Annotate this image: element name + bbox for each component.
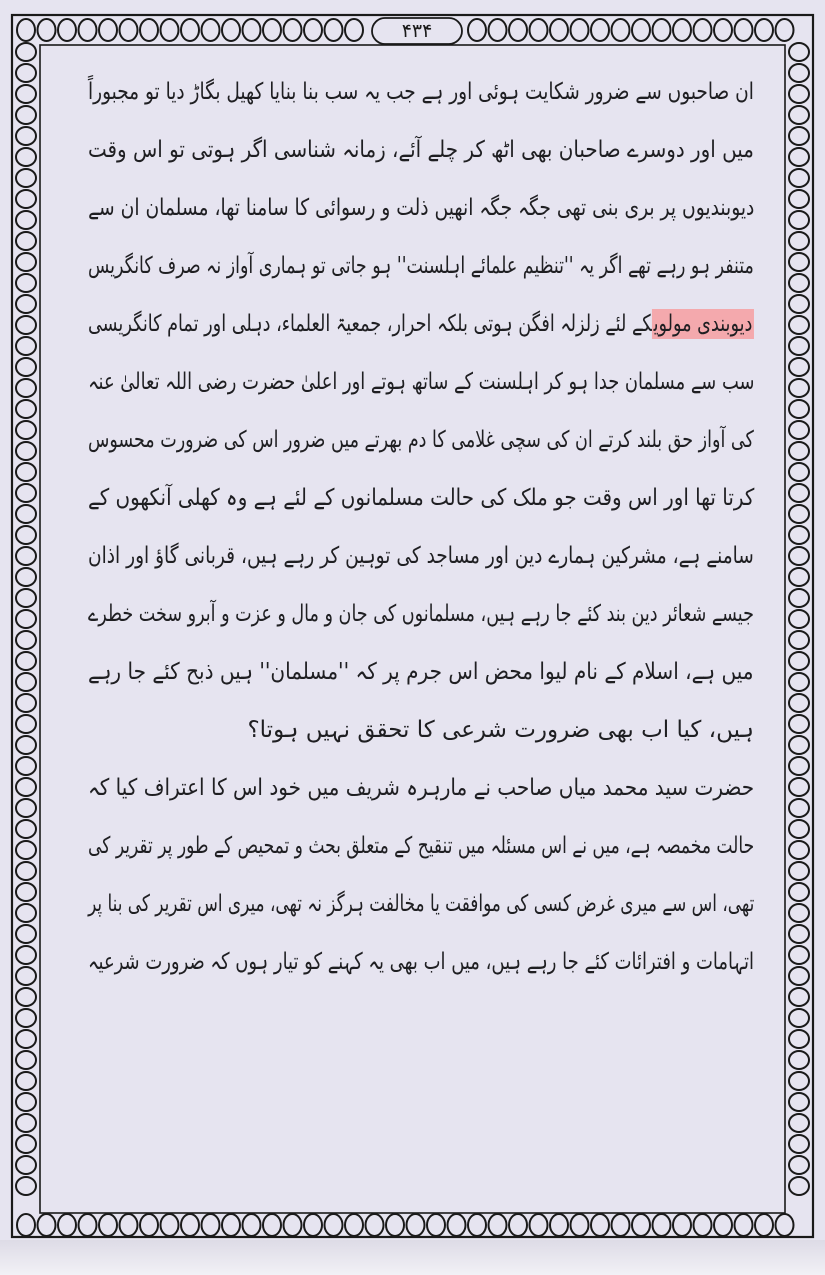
border-link bbox=[755, 19, 773, 41]
border-link bbox=[632, 19, 650, 41]
border-link bbox=[16, 799, 36, 817]
border-link bbox=[789, 715, 809, 733]
border-link bbox=[789, 547, 809, 565]
border-link bbox=[694, 19, 712, 41]
highlighted-phrase: دیوبندی مولوی bbox=[653, 311, 753, 337]
text-line: سب سے مسلمان جدا ہو کر اہلسنت کے ساتھ ہوتے اور اعلیٰ حضرت رضی اللہ تعالیٰ عنہ bbox=[87, 369, 754, 395]
border-link bbox=[789, 610, 809, 628]
border-link bbox=[16, 64, 36, 82]
text-line: حضرت سید محمد میاں صاحب نے مارہرہ شریف میں خود اس کا اعتراف کیا کہ bbox=[87, 775, 754, 801]
border-link bbox=[16, 589, 36, 607]
border-link bbox=[16, 1051, 36, 1069]
border-link bbox=[550, 19, 568, 41]
border-link bbox=[789, 64, 809, 82]
border-link bbox=[16, 85, 36, 103]
border-link bbox=[789, 694, 809, 712]
border-link bbox=[489, 19, 507, 41]
border-link bbox=[16, 568, 36, 586]
border-link bbox=[612, 19, 630, 41]
text-line bbox=[88, 302, 754, 346]
border-link bbox=[789, 253, 809, 271]
border-link bbox=[789, 295, 809, 313]
border-link bbox=[16, 232, 36, 250]
border-link bbox=[17, 19, 35, 41]
border-link bbox=[79, 19, 97, 41]
text-line: جیسے شعائر دین بند کئے جا رہے ہیں، مسلمانوں کی جان و مال و عزت و آبرو سخت خطرے bbox=[88, 601, 754, 627]
border-link bbox=[16, 1114, 36, 1132]
border-link bbox=[789, 274, 809, 292]
border-link bbox=[345, 19, 363, 41]
border-link bbox=[17, 1214, 35, 1236]
border-link bbox=[789, 1030, 809, 1048]
text-line: میں اور دوسرے صاحبان بھی اٹھ کر چلے آئے، زمانہ شناسی اگر ہوتی تو اس وقت bbox=[88, 137, 754, 163]
border-link bbox=[16, 631, 36, 649]
border-link bbox=[755, 1214, 773, 1236]
border-link bbox=[58, 19, 76, 41]
border-link bbox=[16, 526, 36, 544]
border-link bbox=[16, 862, 36, 880]
border-link bbox=[16, 1030, 36, 1048]
border-link bbox=[789, 505, 809, 523]
border-link bbox=[16, 463, 36, 481]
border-link bbox=[789, 1177, 809, 1195]
border-link bbox=[16, 316, 36, 334]
border-link bbox=[16, 715, 36, 733]
border-link bbox=[789, 631, 809, 649]
border-link bbox=[789, 652, 809, 670]
border-link bbox=[16, 1072, 36, 1090]
border-link bbox=[789, 946, 809, 964]
border-link bbox=[222, 19, 240, 41]
border-link bbox=[16, 946, 36, 964]
page-bottom-edge bbox=[0, 1240, 825, 1275]
border-link bbox=[16, 694, 36, 712]
border-link bbox=[789, 1156, 809, 1174]
border-link bbox=[16, 505, 36, 523]
border-link bbox=[16, 274, 36, 292]
border-link bbox=[789, 1009, 809, 1027]
border-link bbox=[789, 316, 809, 334]
border-link bbox=[16, 841, 36, 859]
text-line: ہیں، کیا اب بھی ضرورت شرعی کا تحقق نہیں ہوتا؟ bbox=[247, 717, 754, 743]
border-link bbox=[16, 1093, 36, 1111]
border-link bbox=[789, 190, 809, 208]
border-link bbox=[16, 736, 36, 754]
border-link bbox=[38, 1214, 56, 1236]
border-link bbox=[789, 1114, 809, 1132]
border-link bbox=[16, 358, 36, 376]
text-line: کی آواز حق بلند کرتے ان کی سچی غلامی کا دم بھرتے میں ضرور اس کی ضرورت محسوس bbox=[88, 427, 754, 453]
border-link bbox=[243, 19, 261, 41]
border-link bbox=[16, 127, 36, 145]
border-link bbox=[714, 19, 732, 41]
border-link bbox=[789, 778, 809, 796]
border-link bbox=[789, 211, 809, 229]
border-link bbox=[16, 379, 36, 397]
border-link bbox=[776, 1214, 794, 1236]
border-link bbox=[789, 1072, 809, 1090]
border-link bbox=[161, 19, 179, 41]
text-line: میں ہے، اسلام کے نام لیوا محض اس جرم پر کہ ''مسلمان'' ہیں ذبح کئے جا رہے bbox=[88, 659, 754, 685]
text-line: متنفر ہو رہے تھے اگر یہ ''تنظیم علمائے اہلسنت'' ہو جاتی تو ہماری آواز نہ صرف کانگریس bbox=[88, 253, 754, 279]
text-line: سامنے ہے، مشرکین ہمارے دین اور مساجد کی توہین کر رہے ہیں، قربانی گاؤ اور اذان bbox=[88, 543, 754, 569]
border-link bbox=[530, 19, 548, 41]
border-link bbox=[16, 1009, 36, 1027]
border-link bbox=[735, 19, 753, 41]
border-link bbox=[789, 988, 809, 1006]
border-link bbox=[789, 442, 809, 460]
border-link bbox=[789, 967, 809, 985]
border-link bbox=[789, 127, 809, 145]
text-line: ان صاحبوں سے ضرور شکایت ہوئی اور ہے جب یہ سب بنا بنایا کھیل بگاڑ دیا تو مجبوراً bbox=[88, 79, 754, 105]
border-link bbox=[16, 211, 36, 229]
text-line: اتہامات و افترائات کئے جا رہے ہیں، میں اب بھی یہ کہنے کو تیار ہوں کہ ضرورت شرعیہ bbox=[88, 949, 754, 975]
border-link bbox=[16, 421, 36, 439]
border-link bbox=[16, 904, 36, 922]
border-link bbox=[571, 19, 589, 41]
border-link bbox=[789, 568, 809, 586]
page-number: ۴۳۴ bbox=[401, 20, 433, 42]
border-link bbox=[16, 169, 36, 187]
border-link bbox=[16, 484, 36, 502]
border-link bbox=[789, 337, 809, 355]
border-link bbox=[16, 652, 36, 670]
border-link bbox=[789, 421, 809, 439]
border-link bbox=[789, 841, 809, 859]
border-link bbox=[789, 1051, 809, 1069]
border-link bbox=[140, 19, 158, 41]
border-link bbox=[325, 19, 343, 41]
border-link bbox=[789, 400, 809, 418]
border-link bbox=[673, 19, 691, 41]
text-line: حالت مخمصہ ہے، میں نے اس مسئلہ میں تنقیح کے متعلق بحث و تمحیص کے طور پر تقریر کی bbox=[87, 833, 754, 859]
border-link bbox=[181, 19, 199, 41]
border-link bbox=[16, 400, 36, 418]
border-link bbox=[16, 295, 36, 313]
border-link bbox=[789, 1093, 809, 1111]
border-link bbox=[789, 757, 809, 775]
border-link bbox=[789, 169, 809, 187]
border-link bbox=[789, 85, 809, 103]
border-link bbox=[789, 232, 809, 250]
border-link bbox=[16, 757, 36, 775]
border-link bbox=[789, 820, 809, 838]
border-link bbox=[789, 484, 809, 502]
border-link bbox=[776, 19, 794, 41]
text-line: تھی، اس سے میری غرض کسی کی موافقت یا مخالفت ہرگز نہ تھی، میری اس تقریر کی بنا پر bbox=[87, 891, 754, 917]
border-link bbox=[591, 19, 609, 41]
border-link bbox=[789, 358, 809, 376]
border-link bbox=[653, 19, 671, 41]
border-link bbox=[16, 337, 36, 355]
border-link bbox=[789, 883, 809, 901]
border-link bbox=[789, 904, 809, 922]
border-link bbox=[509, 19, 527, 41]
text-line: کرتا تھا اور اس وقت جو ملک کی حالت مسلمانوں کے لئے ہے وہ کھلی آنکھوں کے bbox=[87, 485, 754, 511]
text-segment: کے لئے زلزلہ افگن ہوتی بلکہ احرار، جمعیۃ العلماء، دہلی اور تمام کانگریسی bbox=[88, 311, 653, 337]
border-link bbox=[789, 526, 809, 544]
border-link bbox=[16, 43, 36, 61]
border-link bbox=[789, 379, 809, 397]
border-link bbox=[16, 190, 36, 208]
border-link bbox=[16, 988, 36, 1006]
border-link bbox=[263, 19, 281, 41]
border-link bbox=[304, 19, 322, 41]
border-link bbox=[789, 589, 809, 607]
border-link bbox=[789, 43, 809, 61]
border-link bbox=[789, 736, 809, 754]
border-link bbox=[16, 925, 36, 943]
border-link bbox=[789, 862, 809, 880]
border-link bbox=[16, 1156, 36, 1174]
border-link bbox=[38, 19, 56, 41]
border-link bbox=[16, 547, 36, 565]
border-link bbox=[789, 925, 809, 943]
border-link bbox=[16, 883, 36, 901]
border-link bbox=[120, 19, 138, 41]
border-link bbox=[99, 19, 117, 41]
border-link bbox=[16, 253, 36, 271]
border-link bbox=[789, 673, 809, 691]
border-link bbox=[16, 673, 36, 691]
border-link bbox=[16, 610, 36, 628]
border-link bbox=[16, 1135, 36, 1153]
border-link bbox=[16, 106, 36, 124]
border-link bbox=[16, 778, 36, 796]
border-link bbox=[202, 19, 220, 41]
border-link bbox=[16, 442, 36, 460]
border-link bbox=[789, 106, 809, 124]
border-link bbox=[58, 1214, 76, 1236]
border-link bbox=[16, 967, 36, 985]
border-link bbox=[789, 1135, 809, 1153]
text-line: دیوبندیوں پر بری بنی تھی جگہ جگہ انھیں ذلت و رسوائی کا سامنا تھا، مسلمان ان سے bbox=[87, 195, 754, 221]
border-link bbox=[16, 820, 36, 838]
border-link bbox=[16, 1177, 36, 1195]
border-link bbox=[16, 148, 36, 166]
border-link bbox=[284, 19, 302, 41]
border-link bbox=[468, 19, 486, 41]
border-link bbox=[789, 463, 809, 481]
border-link bbox=[789, 799, 809, 817]
border-link bbox=[789, 148, 809, 166]
page-body bbox=[88, 60, 754, 1240]
